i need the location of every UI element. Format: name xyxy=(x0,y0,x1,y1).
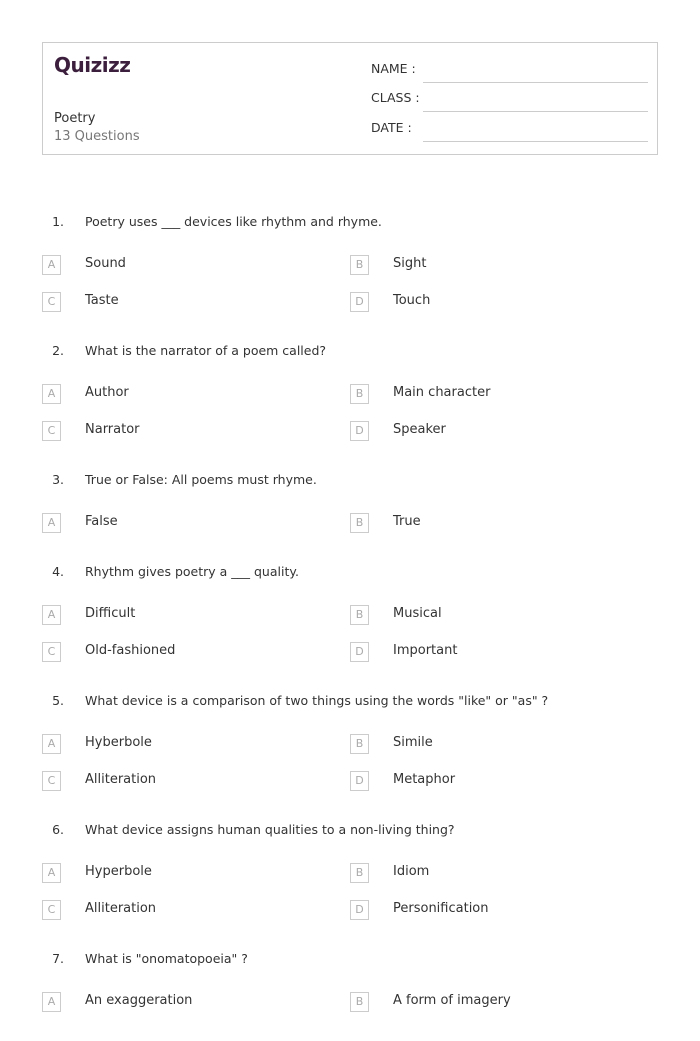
question-number: 7. xyxy=(52,951,64,966)
question-5 xyxy=(0,691,700,808)
option-text: Difficult xyxy=(85,606,136,621)
question-text: What device is a comparison of two things using the words "like" or "as" ? xyxy=(85,693,549,708)
option-text: Important xyxy=(393,643,458,658)
option-text: Idiom xyxy=(393,864,430,879)
class-field[interactable] xyxy=(371,90,648,110)
option-row xyxy=(0,900,700,937)
option-letter-box: A xyxy=(42,605,61,625)
quizizz-logo: Quizizz xyxy=(54,53,131,77)
option-letter-box: C xyxy=(42,642,61,662)
option-letter-box: A xyxy=(42,513,61,533)
option-letter-box: A xyxy=(42,863,61,883)
question-text: What is "onomatopoeia" ? xyxy=(85,951,248,966)
option-text: Hyberbole xyxy=(85,735,152,750)
question-line xyxy=(0,949,700,992)
option-letter-box: D xyxy=(350,642,369,662)
question-line xyxy=(0,341,700,384)
option-text: Speaker xyxy=(393,422,446,437)
option-text: Taste xyxy=(85,293,119,308)
option-text: Sound xyxy=(85,256,126,271)
option-letter-box: D xyxy=(350,292,369,312)
option-text: Author xyxy=(85,385,129,400)
option-row xyxy=(0,255,700,292)
question-number: 6. xyxy=(52,822,64,837)
option-letter-box: C xyxy=(42,900,61,920)
name-field[interactable] xyxy=(371,61,648,81)
question-number: 5. xyxy=(52,693,64,708)
question-7 xyxy=(0,949,700,1029)
option-letter-box: A xyxy=(42,255,61,275)
question-number: 3. xyxy=(52,472,64,487)
option-letter-box: A xyxy=(42,992,61,1012)
option-text: Personification xyxy=(393,901,489,916)
option-letter-box: C xyxy=(42,421,61,441)
question-count: 13 Questions xyxy=(54,129,140,144)
option-row xyxy=(0,421,700,458)
option-letter-box: C xyxy=(42,292,61,312)
option-row xyxy=(0,384,700,421)
option-text: False xyxy=(85,514,118,529)
class-label: CLASS : xyxy=(371,90,420,105)
option-text: Sight xyxy=(393,256,427,271)
option-row xyxy=(0,605,700,642)
worksheet-header xyxy=(42,42,658,155)
option-text: Old-fashioned xyxy=(85,643,176,658)
question-text: What is the narrator of a poem called? xyxy=(85,343,327,358)
option-row xyxy=(0,992,700,1029)
option-row xyxy=(0,771,700,808)
question-text: What device assigns human qualities to a non-living thing? xyxy=(85,822,455,837)
question-line xyxy=(0,470,700,513)
option-text: Narrator xyxy=(85,422,140,437)
option-text: Main character xyxy=(393,385,491,400)
option-letter-box: B xyxy=(350,992,369,1012)
question-4 xyxy=(0,562,700,679)
option-row xyxy=(0,642,700,679)
question-list xyxy=(0,212,700,1041)
option-text: Musical xyxy=(393,606,442,621)
option-letter-box: B xyxy=(350,734,369,754)
question-line xyxy=(0,820,700,863)
worksheet-title: Poetry xyxy=(54,111,96,126)
question-text: True or False: All poems must rhyme. xyxy=(85,472,317,487)
option-text: Metaphor xyxy=(393,772,456,787)
option-text: An exaggeration xyxy=(85,993,193,1008)
option-letter-box: C xyxy=(42,771,61,791)
option-letter-box: D xyxy=(350,900,369,920)
option-letter-box: B xyxy=(350,863,369,883)
option-letter-box: B xyxy=(350,513,369,533)
name-label: NAME : xyxy=(371,61,416,76)
question-6 xyxy=(0,820,700,937)
option-letter-box: B xyxy=(350,605,369,625)
option-text: Alliteration xyxy=(85,901,157,916)
option-row xyxy=(0,863,700,900)
question-text: Poetry uses ___ devices like rhythm and rhyme. xyxy=(85,214,382,229)
option-row xyxy=(0,292,700,329)
option-text: True xyxy=(393,514,421,529)
option-letter-box: B xyxy=(350,384,369,404)
question-line xyxy=(0,212,700,255)
question-line xyxy=(0,562,700,605)
option-letter-box: D xyxy=(350,421,369,441)
option-text: Alliteration xyxy=(85,772,157,787)
date-field[interactable] xyxy=(371,120,648,140)
option-row xyxy=(0,734,700,771)
question-number: 4. xyxy=(52,564,64,579)
date-label: DATE : xyxy=(371,120,412,135)
option-text: Simile xyxy=(393,735,433,750)
option-letter-box: B xyxy=(350,255,369,275)
question-text: Rhythm gives poetry a ___ quality. xyxy=(85,564,299,579)
option-text: Hyperbole xyxy=(85,864,152,879)
option-text: A form of imagery xyxy=(393,993,511,1008)
option-text: Touch xyxy=(393,293,431,308)
question-3 xyxy=(0,470,700,550)
option-letter-box: A xyxy=(42,734,61,754)
question-number: 2. xyxy=(52,343,64,358)
option-letter-box: D xyxy=(350,771,369,791)
question-number: 1. xyxy=(52,214,64,229)
option-letter-box: A xyxy=(42,384,61,404)
question-1 xyxy=(0,212,700,329)
question-2 xyxy=(0,341,700,458)
question-line xyxy=(0,691,700,734)
option-row xyxy=(0,513,700,550)
